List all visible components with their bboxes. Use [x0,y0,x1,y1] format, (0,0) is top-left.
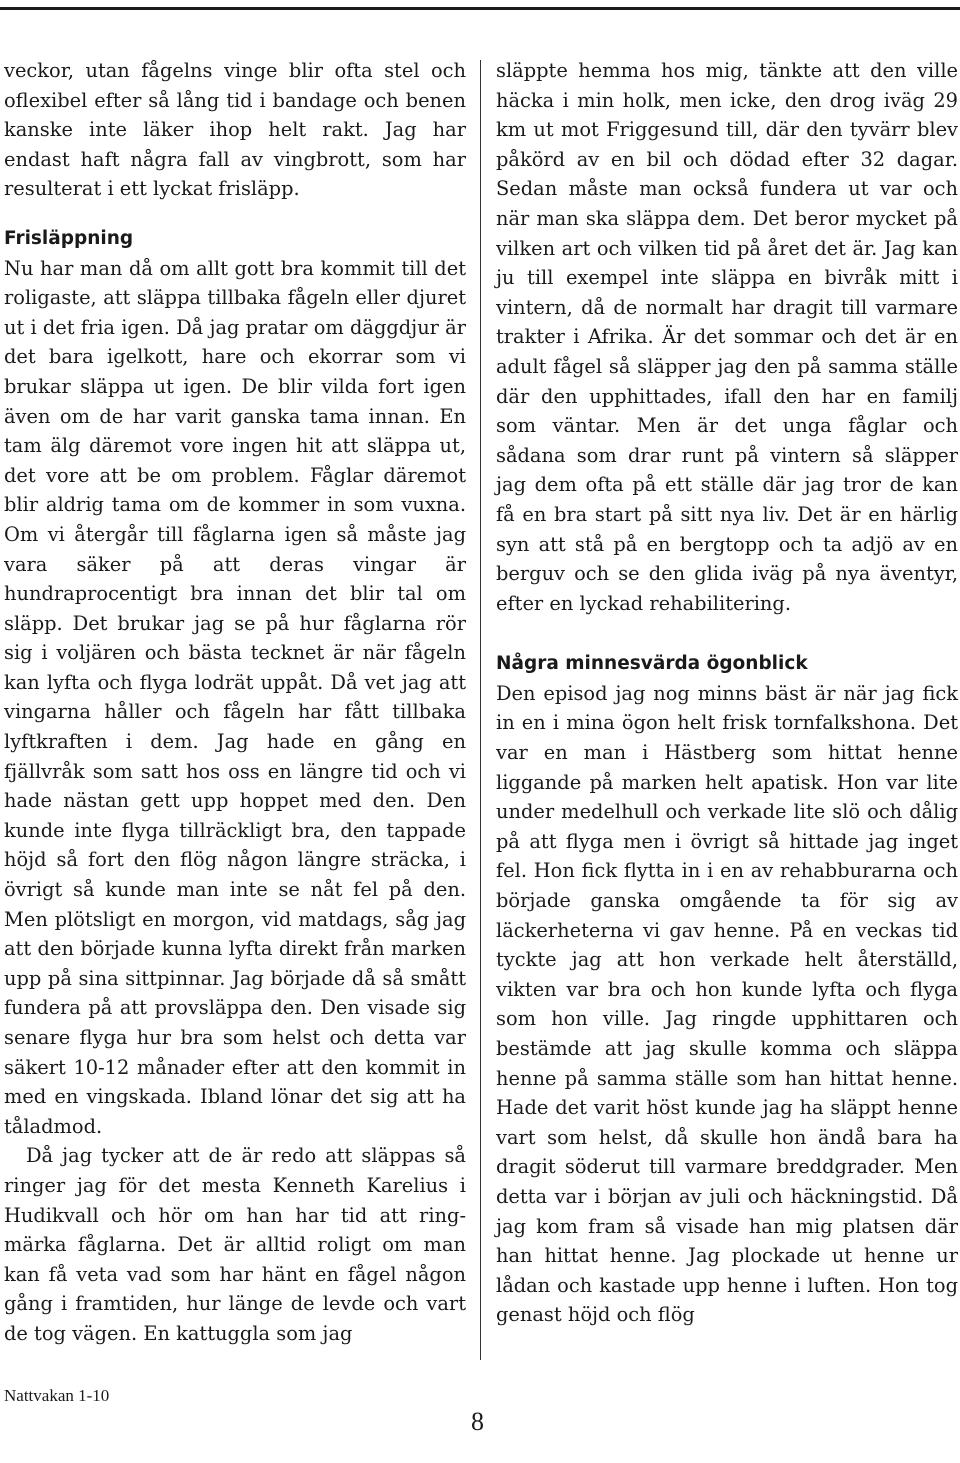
section-heading-frislappning: Frisläppning [4,227,134,249]
left-column [4,56,466,1349]
publication-name: Nattvakan 1-10 [4,1386,110,1405]
paragraph-tornfalk: Den episod jag nog minns bäst är när jag fick in en i mina ögon helt frisk tornfalkshona. Det var en man i Hästberg som hittat henne liggande på marken helt apatisk. Hon var lite under medelhull och verkade lite slö och dålig på att flyga men i övrigt så hittade jag inget fel. Hon fick flytta in i en av rehabburarna och började ganska omgående ta för sig av läckerheterna vi gav henne. På en veckas tid tyckte jag att hon verkade helt återställd, vikten var bra och hon kunde lyfta och flyga som hon ville. Jag ringde upphittaren och bestämde att jag skulle komma och släppa henne på samma ställe som han hittat henne. Hade det varit höst kunde jag ha släppt henne vart som helst, då skulle hon ändå bara ha dragit söderut till varmare breddgrader. Men detta var i början av juli och häckningstid. Då jag kom fram så visade han mig platsen där han hittat henne. Jag plockade ut henne ur lådan och kastade upp henne i luften. Hon tog genast höjd och flög [496,681,958,1327]
top-rule [0,7,960,10]
paragraph-ringmarkning: Då jag tycker att de är redo att släppas så ringer jag för det mesta Kenneth Karelius i Hudikvall och hör om han har tid att ringmärka fåglarna. Det är alltid roligt om man kan få veta vad som har hänt en fågel någon gång i framtiden, hur länge de levde och vart de tog vägen. En kattuggla som jag [4,1144,466,1345]
page-number: 8 [471,1407,484,1436]
right-column [496,56,958,1330]
section-heading-minnesvarda: Några minnesvärda ögonblick [496,653,808,675]
paragraph-frislappning: Nu har man då om allt gott bra kommit till det roligaste, att släppa tillbaka fågeln eller djuret ut i det fria igen. Då jag pratar om däggdjur är det bara igelkott, hare och ekorrar som vi brukar släppa ut igen. De blir vilda fort igen även om de har varit ganska tama innan. En tam älg däremot vore ingen hit att släppa ut, det vore att be om problem. Fåglar däremot blir aldrig tama om de kommer in som vuxna. Om vi återgår till fåglarna igen så måste jag vara säker på att deras vingar är hundraprocentigt bra innan det blir tal om släpp. Det brukar jag se på hur fåglarna rör sig i voljären och bästa tecknet är när fågeln kan lyfta och flyga lodrät uppåt. Då vet jag att vingarna håller och fågeln har fått tillbaka lyftkraften i dem. Jag hade en gång en fjällvråk som satt hos oss en längre tid och vi hade nästan gett upp hoppet med den. Den kunde inte flyga tillräckligt bra, den tappade höjd så fort den flög någon längre sträcka, i övrigt så kunde man inte se nåt fel på den. Men plötsligt en morgon, vid matdags, såg jag att den började kunna lyfta direkt från marken upp på sina sittpinnar. Jag började då så smått fundera på att provsläppa den. Den visade sig senare flyga hur bra som helst och detta var säkert 10-12 månader efter att den kommit in med en vingskada. Ibland lönar det sig att ha tåladmod. [4,256,466,1138]
column-divider [480,60,481,1360]
paragraph-continued-right: släppte hemma hos mig, tänkte att den ville häcka i min holk, men icke, den drog iväg 29 km ut mot Friggesund till, där den tyvärr blev påkörd av en bil och dödad efter 32 dagar. Sedan måste man också fundera ut var och när man ska släppa dem. Det beror mycket på vilken art och vilken tid på året det är. Jag kan ju till exempel inte släppa en bivråk mitt i vintern, då de normalt har dragit till varmare trakter i Afrika. Är det sommar och det är en adult fågel så släpper jag den på samma ställe där den upphittades, ifall den har en familj som väntar. Men är det unga fåglar och sådana som drar runt på vintern så släpper jag dem ofta på ett ställe där jag tror de kan få en bra start på sitt nya liv. Det är en härlig syn att stå på en bergtopp och ta adjö av en berguv och se den glida iväg på nya äventyr, efter en lyckad rehabilitering. [496,59,958,615]
paragraph-continued: veckor, utan fågelns vinge blir ofta stel och oflexibel efter så lång tid i bandage och benen kanske inte läker ihop helt rakt. Jag har endast haft några fall av vingbrott, som har resulterat i ett lyckat frisläpp. [4,59,466,201]
